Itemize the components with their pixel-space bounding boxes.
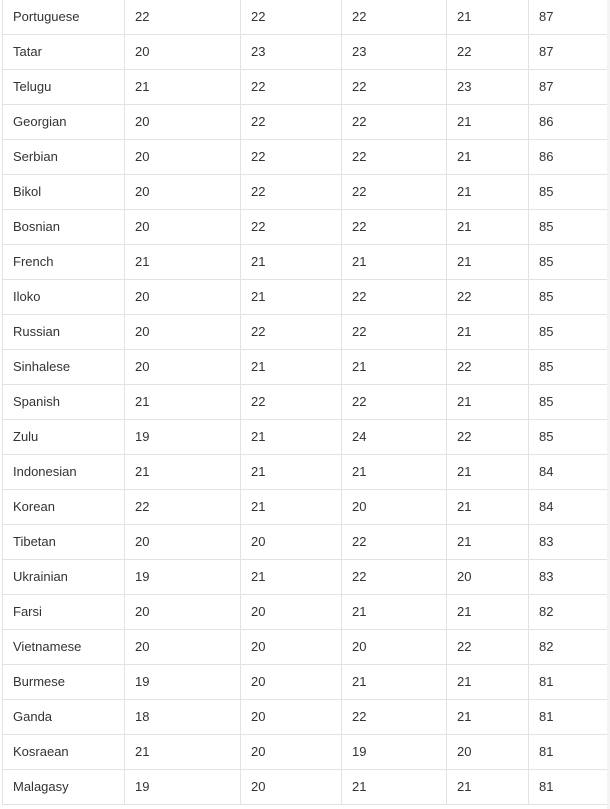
table-row: [3, 315, 610, 350]
score-cell-1: 20: [125, 630, 241, 665]
table-row: [3, 175, 610, 210]
score-cell-3: 21: [342, 595, 447, 630]
score-cell-4: 21: [447, 105, 529, 140]
table-row: [3, 420, 610, 455]
score-cell-1: 20: [125, 315, 241, 350]
score-cell-3: 21: [342, 350, 447, 385]
score-cell-3: 22: [342, 315, 447, 350]
table-row: [3, 525, 610, 560]
total-cell: 81: [529, 735, 610, 770]
table-row: [3, 665, 610, 700]
language-cell: Iloko: [3, 280, 125, 315]
score-cell-4: 21: [447, 0, 529, 35]
total-cell: 85: [529, 280, 610, 315]
total-cell: 84: [529, 490, 610, 525]
score-cell-4: 21: [447, 175, 529, 210]
total-cell: 83: [529, 560, 610, 595]
table-row: [3, 245, 610, 280]
language-cell: Tibetan: [3, 525, 125, 560]
language-cell: Vietnamese: [3, 630, 125, 665]
score-cell-2: 21: [241, 490, 342, 525]
score-cell-3: 20: [342, 630, 447, 665]
total-cell: 81: [529, 770, 610, 805]
score-cell-3: 21: [342, 665, 447, 700]
score-cell-1: 20: [125, 35, 241, 70]
language-cell: Farsi: [3, 595, 125, 630]
total-cell: 85: [529, 175, 610, 210]
score-cell-1: 20: [125, 210, 241, 245]
score-cell-1: 21: [125, 70, 241, 105]
table-row: [3, 700, 610, 735]
language-cell: Russian: [3, 315, 125, 350]
score-cell-4: 21: [447, 490, 529, 525]
table-row: [3, 140, 610, 175]
score-cell-1: 20: [125, 350, 241, 385]
table-row: [3, 105, 610, 140]
score-cell-4: 21: [447, 665, 529, 700]
score-cell-2: 22: [241, 385, 342, 420]
language-cell: Ganda: [3, 700, 125, 735]
table-row: [3, 0, 610, 35]
score-cell-3: 22: [342, 0, 447, 35]
score-cell-4: 21: [447, 770, 529, 805]
score-cell-3: 22: [342, 280, 447, 315]
table-row: [3, 455, 610, 490]
score-cell-3: 22: [342, 525, 447, 560]
language-cell: Zulu: [3, 420, 125, 455]
score-cell-1: 20: [125, 105, 241, 140]
score-cell-3: 22: [342, 385, 447, 420]
score-cell-2: 21: [241, 280, 342, 315]
score-cell-1: 20: [125, 140, 241, 175]
score-cell-3: 21: [342, 245, 447, 280]
score-cell-4: 21: [447, 525, 529, 560]
score-cell-3: 21: [342, 455, 447, 490]
score-cell-4: 21: [447, 700, 529, 735]
score-cell-2: 20: [241, 700, 342, 735]
language-cell: Telugu: [3, 70, 125, 105]
score-cell-2: 22: [241, 140, 342, 175]
score-cell-2: 21: [241, 560, 342, 595]
table-row: [3, 770, 610, 805]
total-cell: 85: [529, 245, 610, 280]
score-cell-4: 20: [447, 560, 529, 595]
score-cell-3: 22: [342, 70, 447, 105]
score-cell-1: 19: [125, 560, 241, 595]
score-cell-3: 24: [342, 420, 447, 455]
table-row: [3, 595, 610, 630]
table-row: [3, 560, 610, 595]
total-cell: 81: [529, 665, 610, 700]
score-cell-4: 21: [447, 385, 529, 420]
score-cell-3: 22: [342, 140, 447, 175]
language-cell: Bikol: [3, 175, 125, 210]
language-cell: Tatar: [3, 35, 125, 70]
language-cell: Portuguese: [3, 0, 125, 35]
table-row: [3, 280, 610, 315]
language-cell: Malagasy: [3, 770, 125, 805]
total-cell: 82: [529, 630, 610, 665]
score-cell-2: 20: [241, 525, 342, 560]
table-row: [3, 210, 610, 245]
score-cell-3: 22: [342, 560, 447, 595]
total-cell: 87: [529, 35, 610, 70]
score-cell-2: 20: [241, 770, 342, 805]
score-cell-1: 20: [125, 175, 241, 210]
score-cell-4: 22: [447, 35, 529, 70]
score-cell-4: 22: [447, 630, 529, 665]
score-cell-1: 21: [125, 735, 241, 770]
total-cell: 87: [529, 70, 610, 105]
score-cell-1: 19: [125, 420, 241, 455]
total-cell: 83: [529, 525, 610, 560]
score-cell-1: 21: [125, 245, 241, 280]
language-cell: Burmese: [3, 665, 125, 700]
score-cell-1: 21: [125, 385, 241, 420]
language-cell: Spanish: [3, 385, 125, 420]
language-cell: Ukrainian: [3, 560, 125, 595]
score-cell-3: 22: [342, 105, 447, 140]
score-cell-2: 22: [241, 0, 342, 35]
table-row: [3, 350, 610, 385]
score-cell-3: 23: [342, 35, 447, 70]
score-cell-4: 22: [447, 420, 529, 455]
score-cell-1: 19: [125, 770, 241, 805]
score-cell-3: 19: [342, 735, 447, 770]
total-cell: 86: [529, 140, 610, 175]
table-row: [3, 490, 610, 525]
score-cell-1: 20: [125, 525, 241, 560]
table-row: [3, 385, 610, 420]
total-cell: 84: [529, 455, 610, 490]
score-cell-4: 22: [447, 280, 529, 315]
score-cell-2: 21: [241, 350, 342, 385]
total-cell: 85: [529, 350, 610, 385]
language-cell: French: [3, 245, 125, 280]
score-cell-2: 21: [241, 455, 342, 490]
language-cell: Georgian: [3, 105, 125, 140]
score-cell-1: 22: [125, 490, 241, 525]
score-cell-2: 21: [241, 420, 342, 455]
score-cell-4: 21: [447, 140, 529, 175]
language-cell: Sinhalese: [3, 350, 125, 385]
language-cell: Indonesian: [3, 455, 125, 490]
language-score-table: [2, 0, 610, 805]
score-cell-4: 21: [447, 245, 529, 280]
score-cell-3: 22: [342, 210, 447, 245]
score-cell-2: 22: [241, 210, 342, 245]
score-cell-2: 22: [241, 175, 342, 210]
language-cell: Serbian: [3, 140, 125, 175]
total-cell: 85: [529, 315, 610, 350]
total-cell: 86: [529, 105, 610, 140]
total-cell: 85: [529, 385, 610, 420]
score-cell-2: 21: [241, 245, 342, 280]
score-cell-2: 20: [241, 735, 342, 770]
total-cell: 87: [529, 0, 610, 35]
total-cell: 85: [529, 420, 610, 455]
language-score-table-container: [2, 0, 606, 805]
score-cell-3: 22: [342, 175, 447, 210]
score-cell-1: 19: [125, 665, 241, 700]
score-cell-2: 22: [241, 315, 342, 350]
score-cell-1: 22: [125, 0, 241, 35]
score-cell-1: 20: [125, 280, 241, 315]
score-cell-2: 20: [241, 630, 342, 665]
score-cell-3: 21: [342, 770, 447, 805]
score-cell-4: 21: [447, 595, 529, 630]
score-cell-2: 20: [241, 665, 342, 700]
score-cell-4: 21: [447, 315, 529, 350]
table-row: [3, 630, 610, 665]
table-row: [3, 35, 610, 70]
table-row: [3, 70, 610, 105]
language-cell: Bosnian: [3, 210, 125, 245]
score-cell-4: 23: [447, 70, 529, 105]
score-cell-4: 21: [447, 455, 529, 490]
score-cell-2: 20: [241, 595, 342, 630]
score-cell-3: 20: [342, 490, 447, 525]
table-body: [3, 0, 610, 805]
score-cell-2: 22: [241, 105, 342, 140]
score-cell-1: 21: [125, 455, 241, 490]
total-cell: 85: [529, 210, 610, 245]
language-cell: Kosraean: [3, 735, 125, 770]
score-cell-3: 22: [342, 700, 447, 735]
total-cell: 82: [529, 595, 610, 630]
table-row: [3, 735, 610, 770]
score-cell-4: 21: [447, 210, 529, 245]
score-cell-4: 20: [447, 735, 529, 770]
score-cell-4: 22: [447, 350, 529, 385]
score-cell-1: 18: [125, 700, 241, 735]
language-cell: Korean: [3, 490, 125, 525]
score-cell-1: 20: [125, 595, 241, 630]
total-cell: 81: [529, 700, 610, 735]
score-cell-2: 23: [241, 35, 342, 70]
score-cell-2: 22: [241, 70, 342, 105]
